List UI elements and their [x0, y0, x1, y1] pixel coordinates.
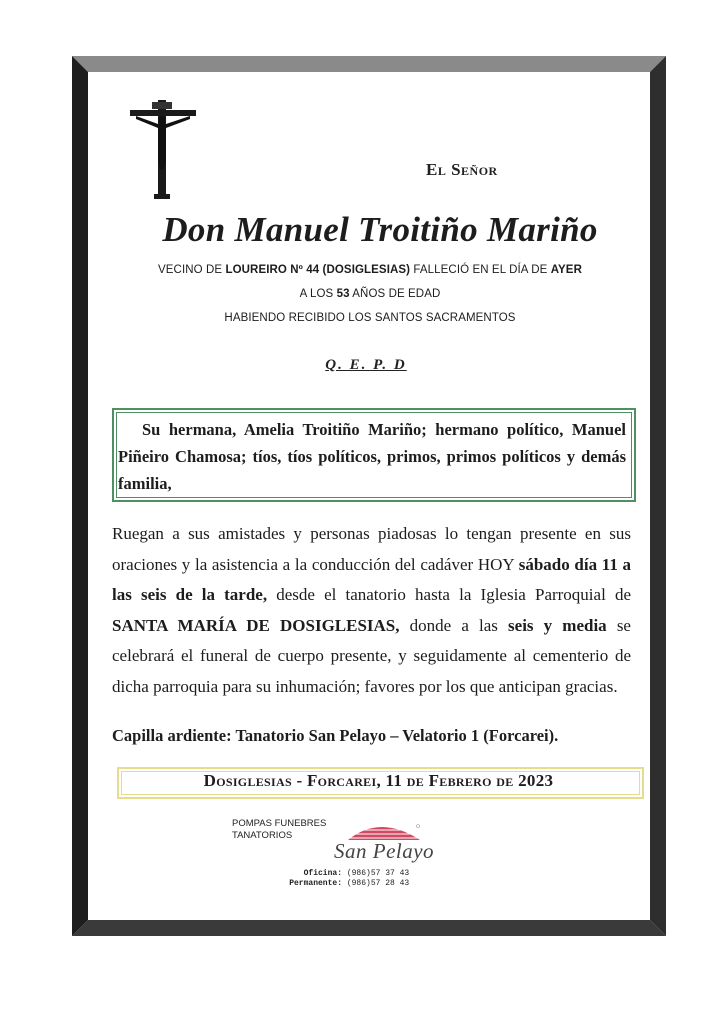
body-church: SANTA MARÍA DE DOSIGLESIAS, [112, 615, 400, 635]
logo-name: San Pelayo [334, 839, 435, 863]
info-text: AÑOS DE EDAD [349, 288, 441, 300]
tanatorios: TANATORIOS [232, 830, 293, 841]
body-text: desde el tanatorio hasta la Iglesia Parroquial de [267, 585, 631, 604]
body-funeral-time: seis y media [508, 615, 607, 635]
phone-oficina [282, 869, 432, 879]
deceased-name: Don Manuel Troitiño Mariño [162, 210, 598, 249]
permanente-label: Permanente: [289, 879, 342, 888]
info-line-sacraments: HABIENDO RECIBIDO LOS SANTOS SACRAMENTOS [224, 312, 516, 324]
info-day: AYER [550, 264, 582, 276]
phone-permanente [282, 879, 432, 889]
funeral-company-label [232, 818, 326, 842]
body-paragraph [112, 519, 631, 702]
info-line-age [110, 288, 630, 300]
qepd-label: Q. E. P. D [325, 357, 407, 373]
permanente-phone: (986)57 28 43 [346, 879, 410, 888]
family-names: Su hermana, Amelia Troitiño Mariño; hermano político, Manuel Piñeiro Chamosa; tíos, tíos políticos, primos, primos políticos y demás familia, [118, 420, 626, 493]
info-text: VECINO DE [158, 264, 226, 276]
title-el-senor: El Señor [426, 160, 498, 179]
body-text: se celebrará el funeral de cuerpo presente, y seguidamente al cementerio de dicha parroquia para su inhumación; favores por los que anticipan gracias. [112, 615, 631, 696]
info-address: LOUREIRO Nº 44 (DOSIGLESIAS) [225, 264, 411, 276]
info-age: 53 [336, 288, 350, 300]
info-text: FALLECIÓ EN EL DÍA DE [410, 264, 551, 276]
crucifix-icon [128, 100, 198, 200]
contact-phones [282, 869, 432, 889]
info-line-residence [110, 264, 630, 276]
oficina-label: Oficina: [303, 869, 342, 878]
capilla-ardiente: Capilla ardiente: Tanatorio San Pelayo – Velatorio 1 (Forcarei). [112, 726, 559, 745]
body-text: donde a las [399, 615, 509, 635]
info-text: A LOS [299, 288, 337, 300]
oficina-phone: (986)57 37 43 [346, 869, 410, 878]
family-text [118, 416, 626, 497]
body-time: sábado día 11 a las seis de la tarde, [112, 554, 631, 604]
pompas-funebres: POMPAS FUNEBRES [232, 818, 327, 829]
place-date: Dosiglesias - Forcarei, 11 de Febrero de 2023 [203, 771, 554, 790]
body-text: Ruegan a sus amistades y personas piadosas lo tengan presente en sus oraciones y la asistencia a la conducción del cadáver HOY [112, 524, 631, 574]
